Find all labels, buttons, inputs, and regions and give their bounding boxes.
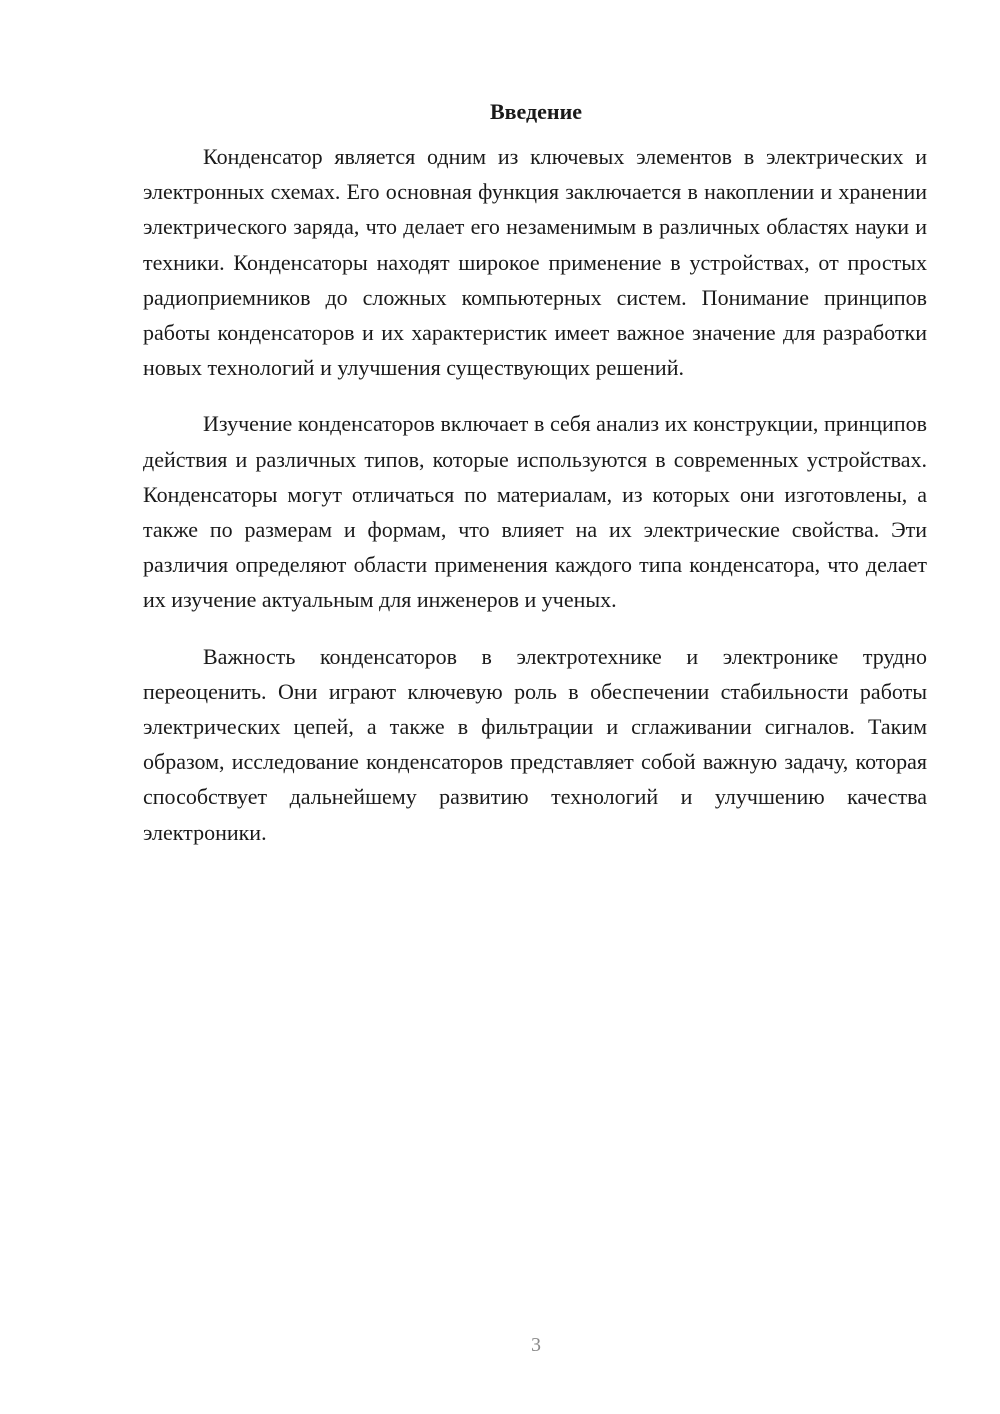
paragraph-2: Изучение конденсаторов включает в себя анализ их конструкции, принципов действия и различных типов, которые используются в современных устройствах. Конденсаторы могут отличаться по материалам, из которых они изготовлены, а также по размерам и формам, что влияет на их электрические свойства. Эти различия определяют области применения каждого типа конденсатора, что делает их изучение актуальным для инженеров и ученых. [143, 411, 927, 613]
paragraph-3: Важность конденсаторов в электротехнике и электронике трудно переоценить. Они играют ключевую роль в обеспечении стабильности работы электрических цепей, а также в фильтрации и сглаживании сигналов. Таким образом, исследование конденсаторов представляет собой важную задачу, которая способствует дальнейшему развитию технологий и улучшению качества электроники. [143, 643, 927, 845]
section-title: Введение [489, 99, 583, 124]
paragraph-1: Конденсатор является одним из ключевых элементов в электрических и электронных схемах. Его основная функция заключается в накоплении и хранении электрического заряда, что делает его незаменимым в различных областях науки и техники. Конденсаторы находят широкое применение в устройствах, от простых радиоприемников до сложных компьютерных систем. Понимание принципов работы конденсаторов и их характеристик имеет важное значение для разработки новых технологий и улучшения существующих решений. [143, 144, 927, 381]
page-content [143, 96, 927, 850]
page-number: 3 [531, 1334, 541, 1356]
